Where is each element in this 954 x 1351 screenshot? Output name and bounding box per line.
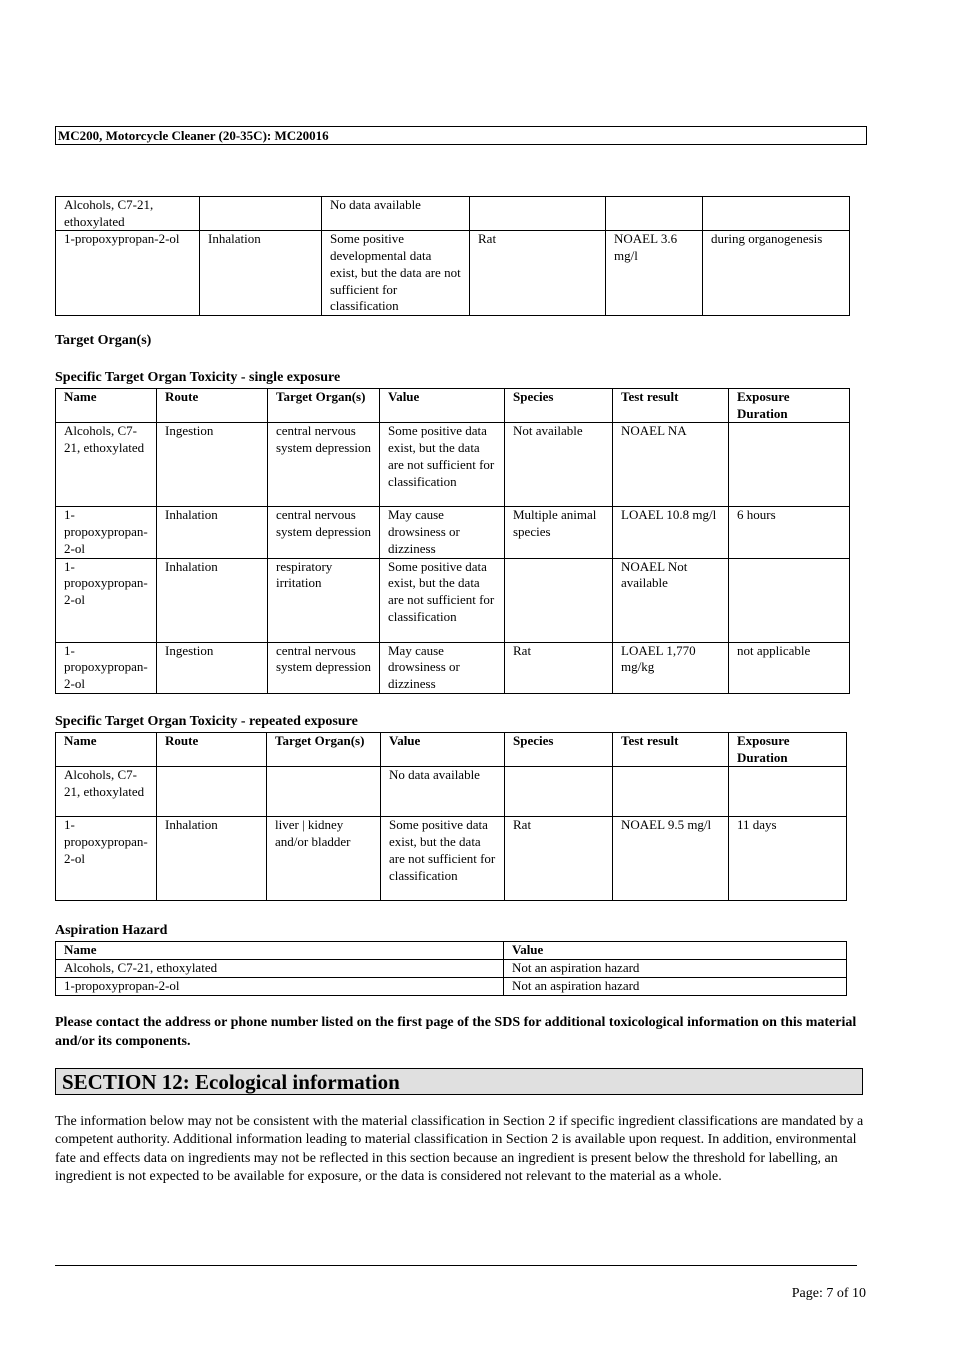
table-cell: Rat (505, 817, 613, 901)
table-cell: 11 days (729, 817, 847, 901)
contact-note: Please contact the address or phone number listed on the first page of the SDS for additional toxicological information on this material and/or its components. (55, 1015, 857, 1049)
table-cell (703, 197, 850, 231)
table-cell: Alcohols, C7-21, ethoxylated (56, 197, 200, 231)
section-12-paragraph: The information below may not be consistent with the material classification in Section 2 if specific ingredient classifications are mandated by a competent authority. Additional information leading to material classification in Section 2 is available upon request. In addition, environmental fate and effects data on ingredients may not be reflected in this section because an ingredient is present below the threshold for labelling, an ingredient is not expected to be available for exposure, or the data is considered not relevant to the material as a whole. (55, 1114, 864, 1184)
table-cell: Rat (470, 231, 606, 316)
table-row (56, 231, 850, 316)
reproductive-toxicity-table (55, 196, 850, 316)
table-row (56, 978, 847, 996)
column-header: Name (56, 389, 157, 423)
column-header: Target Organ(s) (268, 389, 380, 423)
table-cell (729, 558, 850, 642)
table-cell: NOAEL Not available (613, 558, 729, 642)
table-cell (729, 767, 847, 817)
table-cell: liver | kidney and/or bladder (267, 817, 381, 901)
table-cell (613, 767, 729, 817)
column-header: Value (381, 733, 505, 767)
single-exposure-table (55, 388, 850, 694)
column-header: Target Organ(s) (267, 733, 381, 767)
table-row (56, 423, 850, 507)
table-cell: central nervous system depression (268, 642, 380, 693)
column-header: Value (504, 942, 847, 960)
table-cell: 1-propoxypropan-2-ol (56, 642, 157, 693)
footer-divider (55, 1265, 857, 1266)
column-header: Test result (613, 733, 729, 767)
table-cell (505, 767, 613, 817)
table-cell: Inhalation (157, 558, 268, 642)
table-cell: NOAEL 3.6 mg/l (606, 231, 703, 316)
column-header: Route (157, 389, 268, 423)
table-cell: Inhalation (200, 231, 322, 316)
repeated-exposure-heading: Specific Target Organ Toxicity - repeated exposure (55, 714, 358, 729)
column-header: Exposure Duration (729, 389, 850, 423)
table-cell: 1-propoxypropan-2-ol (56, 978, 504, 996)
table-cell: respiratory irritation (268, 558, 380, 642)
table-cell (267, 767, 381, 817)
table-row (56, 197, 850, 231)
table-cell: 6 hours (729, 507, 850, 558)
table-cell: 1-propoxypropan-2-ol (56, 507, 157, 558)
repeated-exposure-table (55, 732, 847, 901)
product-name: MC200, Motorcycle Cleaner (20-35C): MC20016 (58, 128, 329, 143)
table-cell (606, 197, 703, 231)
table-cell: 1-propoxypropan-2-ol (56, 558, 157, 642)
column-header: Route (157, 733, 267, 767)
column-header: Test result (613, 389, 729, 423)
table-cell: Alcohols, C7-21, ethoxylated (56, 423, 157, 507)
table-cell: Multiple animal species (505, 507, 613, 558)
table-row (56, 767, 847, 817)
document-header (55, 126, 867, 145)
table-cell: No data available (381, 767, 505, 817)
table-cell: Some positive data exist, but the data are not sufficient for classification (380, 423, 505, 507)
table-row (56, 558, 850, 642)
table-cell: Some positive developmental data exist, but the data are not sufficient for classification (322, 231, 470, 316)
table-cell: No data available (322, 197, 470, 231)
table-cell: May cause drowsiness or dizziness (380, 507, 505, 558)
table-cell: Ingestion (157, 423, 268, 507)
table-header-row (56, 733, 847, 767)
column-header: Species (505, 389, 613, 423)
section-12-title: SECTION 12: Ecological information (55, 1068, 863, 1095)
table-cell: Not available (505, 423, 613, 507)
column-header: Value (380, 389, 505, 423)
table-cell: Rat (505, 642, 613, 693)
table-cell: Not an aspiration hazard (504, 960, 847, 978)
target-organs-heading: Target Organ(s) (55, 333, 152, 348)
table-row (56, 507, 850, 558)
table-row (56, 642, 850, 693)
table-cell: Some positive data exist, but the data are not sufficient for classification (380, 558, 505, 642)
table-cell: Alcohols, C7-21, ethoxylated (56, 960, 504, 978)
table-header-row (56, 942, 847, 960)
table-cell (157, 767, 267, 817)
column-header: Exposure Duration (729, 733, 847, 767)
table-cell: NOAEL 9.5 mg/l (613, 817, 729, 901)
column-header: Species (505, 733, 613, 767)
table-cell (200, 197, 322, 231)
aspiration-table (55, 941, 847, 996)
table-cell: 1-propoxypropan-2-ol (56, 231, 200, 316)
table-cell: Some positive data exist, but the data are not sufficient for classification (381, 817, 505, 901)
aspiration-heading: Aspiration Hazard (55, 923, 168, 938)
table-cell: LOAEL 10.8 mg/l (613, 507, 729, 558)
table-cell (470, 197, 606, 231)
table-cell: not applicable (729, 642, 850, 693)
table-cell: 1-propoxypropan-2-ol (56, 817, 157, 901)
column-header: Name (56, 942, 504, 960)
table-cell: Alcohols, C7-21, ethoxylated (56, 767, 157, 817)
table-cell: LOAEL 1,770 mg/kg (613, 642, 729, 693)
column-header: Name (56, 733, 157, 767)
table-row (56, 960, 847, 978)
table-cell: May cause drowsiness or dizziness (380, 642, 505, 693)
table-cell: during organogenesis (703, 231, 850, 316)
table-cell: Inhalation (157, 507, 268, 558)
table-cell: NOAEL NA (613, 423, 729, 507)
page-number: Page: 7 of 10 (791, 1286, 866, 1301)
table-cell: central nervous system depression (268, 423, 380, 507)
single-exposure-heading: Specific Target Organ Toxicity - single exposure (55, 370, 341, 385)
table-row (56, 817, 847, 901)
table-cell: central nervous system depression (268, 507, 380, 558)
table-cell: Inhalation (157, 817, 267, 901)
table-cell (729, 423, 850, 507)
table-header-row (56, 389, 850, 423)
table-cell (505, 558, 613, 642)
table-cell: Not an aspiration hazard (504, 978, 847, 996)
table-cell: Ingestion (157, 642, 268, 693)
